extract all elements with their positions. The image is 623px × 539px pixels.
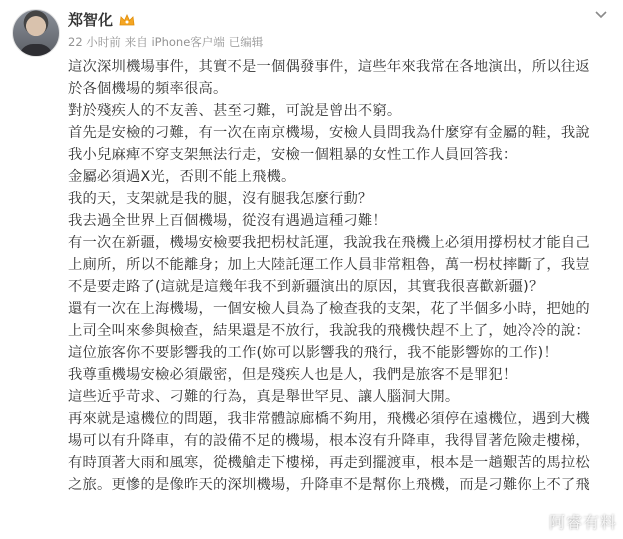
content-line: 上司全叫來參與檢查，結果還是不放行，我說我的飛機快趕不上了，她冷冷的說： bbox=[68, 323, 590, 339]
post-content bbox=[68, 56, 613, 496]
content-line: 場可以有升降車，有的設備不足的機場，根本沒有升降車，我得冒著危險走樓梯， bbox=[68, 433, 590, 449]
content-line: 還有一次在上海機場，一個安檢人員為了檢查我的支架，花了半個多小時，把她的 bbox=[68, 301, 590, 317]
post-time[interactable]: 22 小时前 bbox=[68, 35, 121, 49]
post-edited[interactable]: 已编辑 bbox=[228, 35, 264, 49]
content-line: 我尊重機場安檢必須嚴密，但是殘疾人也是人，我們是旅客不是罪犯！ bbox=[68, 367, 518, 383]
content-line: 我的天，支架就是我的腿，沒有腿我怎麼行動？ bbox=[68, 191, 373, 207]
content-line: 上廁所，所以不能離身；加上大陸託運工作人員非常粗魯，萬一枴杖摔斷了，我豈 bbox=[68, 257, 590, 273]
chevron-down-icon[interactable] bbox=[593, 6, 609, 22]
content-line: 有一次在新疆，機場安檢要我把枴杖託運，我說我在飛機上必須用撐枴杖才能自己 bbox=[68, 235, 590, 251]
content-line: 對於殘疾人的不友善、甚至刁難，可說是曾出不窮。 bbox=[68, 103, 402, 119]
content-line: 這位旅客你不要影響我的工作(妳可以影響我的飛行，我不能影響妳的工作)！ bbox=[68, 345, 558, 361]
content-line: 不是要走路了(這就是這幾年我不到新疆演出的原因，其實我很喜歡新疆)？ bbox=[68, 279, 544, 295]
post-meta bbox=[68, 34, 263, 50]
post-header bbox=[68, 9, 135, 30]
content-line: 首先是安檢的刁難，有一次在南京機場，安檢人員問我為什麼穿有金屬的鞋，我說 bbox=[68, 125, 590, 141]
content-line: 再來就是遠機位的問題，我非常體諒廊橋不夠用，飛機必須停在遠機位，遇到大機 bbox=[68, 411, 590, 427]
content-line: 這次深圳機場事件，其實不是一個偶發事件，這些年來我常在各地演出，所以往返 bbox=[68, 59, 590, 75]
content-line: 這些近乎苛求、刁難的行為，真是舉世罕見、讓人腦洞大開。 bbox=[68, 389, 460, 405]
content-line: 有時頂著大雨和風寒，從機艙走下樓梯，再走到擺渡車，根本是一趟艱苦的馬拉松 bbox=[68, 455, 590, 471]
crown-badge-icon bbox=[119, 13, 135, 27]
content-line: 我去過全世界上百個機場，從沒有遇過這種刁難！ bbox=[68, 213, 387, 229]
post-avatar[interactable] bbox=[12, 9, 60, 57]
content-line: 我小兒麻痺不穿支架無法行走，安檢一個粗暴的女性工作人員回答我： bbox=[68, 147, 518, 163]
post-source: 来自 iPhone客户端 bbox=[124, 35, 225, 49]
avatar-shirt bbox=[19, 44, 53, 57]
content-line: 之旅。更慘的是像昨天的深圳機場，升降車不是幫你上飛機，而是刁難你上不了飛 bbox=[68, 477, 590, 493]
watermark: 阿睿有料 bbox=[548, 513, 617, 532]
content-line: 金屬必須過X光，否則不能上飛機。 bbox=[68, 169, 296, 185]
content-line: 於各個機場的頻率很高。 bbox=[68, 81, 228, 97]
username[interactable]: 郑智化 bbox=[68, 11, 114, 29]
